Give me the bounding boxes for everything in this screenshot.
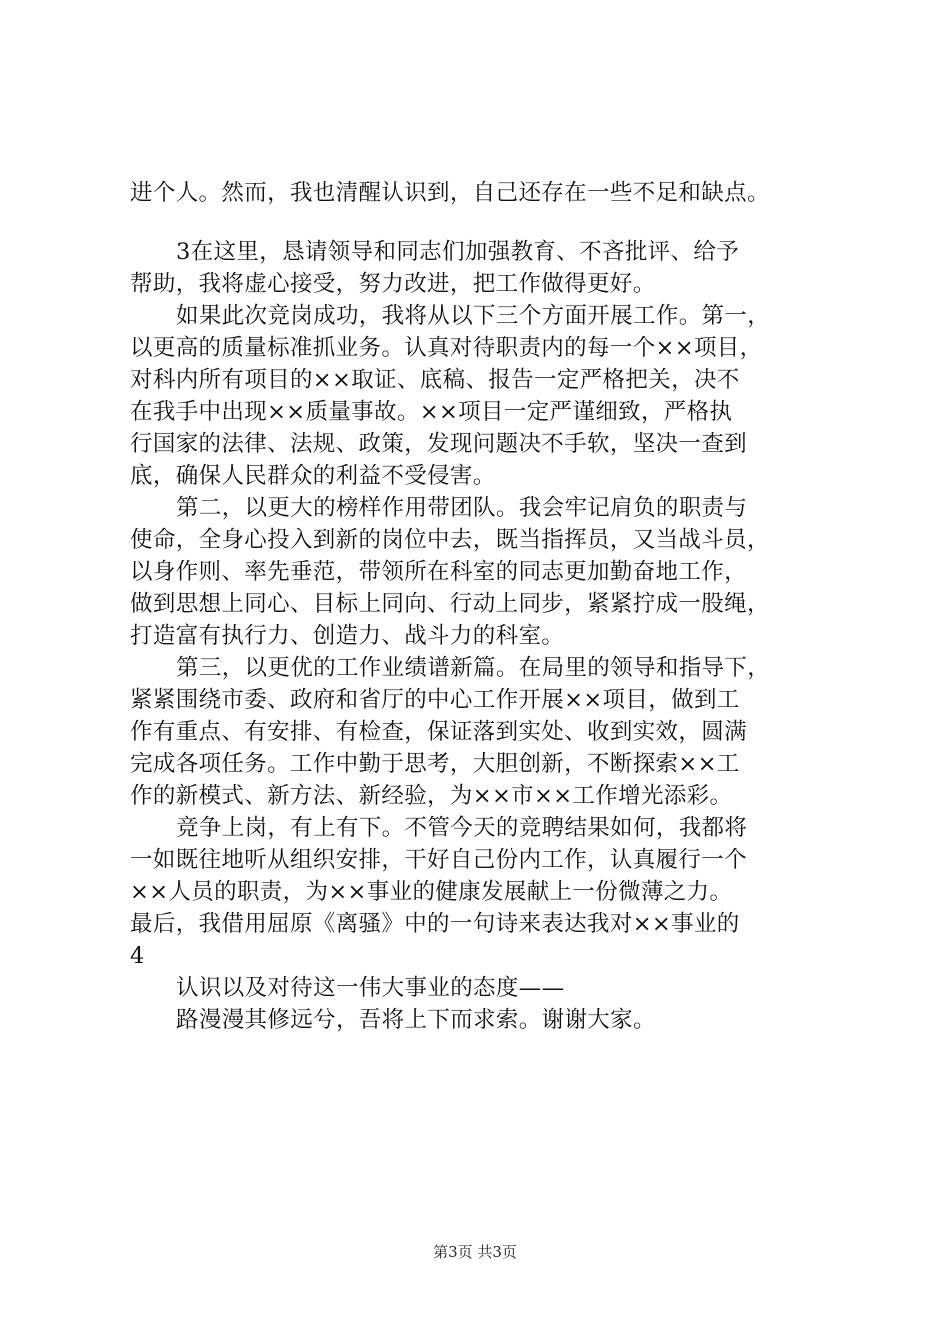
- paragraph-line: 认识以及对待这一伟大事业的态度——: [176, 975, 565, 1001]
- paragraph-line: 如果此次竞岗成功，我将从以下三个方面开展工作。第一，: [176, 303, 771, 329]
- paragraph-line: 最后，我借用屈原《离骚》中的一句诗来表达我对××事业的: [130, 911, 740, 937]
- paragraph-line: 以更高的质量标准抓业务。认真对待职责内的每一个××项目，: [130, 335, 763, 361]
- page-footer: 第3页 共3页: [433, 1243, 517, 1261]
- paragraph-line: 对科内所有项目的××取证、底稿、报告一定严格把关，决不: [130, 367, 740, 393]
- paragraph-line: 进个人。然而，我也清醒认识到，自己还存在一些不足和缺点。: [130, 180, 770, 206]
- paragraph-line: 在我手中出现××质量事故。××项目一定严谨细致，严格执: [130, 399, 733, 425]
- paragraph-line: 第三，以更优的工作业绩谱新篇。在局里的领导和指导下，: [176, 655, 771, 681]
- paragraph-line: 以身作则、率先垂范，带领所在科室的同志更加勤奋地工作，: [130, 559, 747, 585]
- paragraph-line: 底，确保人民群众的利益不受侵害。: [130, 463, 496, 489]
- paragraph-line: 打造富有执行力、创造力、战斗力的科室。: [130, 623, 565, 649]
- paragraph-line: 作的新模式、新方法、新经验，为××市××工作增光添彩。: [130, 783, 733, 809]
- paragraph-line: ××人员的职责，为××事业的健康发展献上一份微薄之力。: [130, 879, 733, 905]
- paragraph-line: 完成各项任务。工作中勤于思考，大胆创新，不断探索××工: [130, 751, 740, 777]
- page-marker: 4: [130, 943, 145, 969]
- paragraph-line: 作有重点、有安排、有检查，保证落到实处、收到实效，圆满: [130, 719, 747, 745]
- paragraph-line: 行国家的法律、法规、政策，发现问题决不手软，坚决一查到: [130, 431, 747, 457]
- paragraph-line: 竞争上岗，有上有下。不管今天的竞聘结果如何，我都将: [176, 815, 748, 841]
- paragraph-line: 路漫漫其修远兮，吾将上下而求索。谢谢大家。: [176, 1007, 656, 1033]
- paragraph-line: 使命，全身心投入到新的岗位中去，既当指挥员，又当战斗员，: [130, 527, 770, 553]
- paragraph-line: 做到思想上同心、目标上同向、行动上同步，紧紧拧成一股绳，: [130, 591, 770, 617]
- paragraph-line: 紧紧围绕市委、政府和省厅的中心工作开展××项目，做到工: [130, 687, 740, 713]
- paragraph-line: 3在这里，恳请领导和同志们加强教育、不吝批评、给予: [176, 239, 740, 265]
- text-block-top: [130, 177, 850, 209]
- paragraph-line: 帮助，我将虚心接受，努力改进，把工作做得更好。: [130, 271, 656, 297]
- paragraph-line: 一如既往地听从组织安排，干好自己份内工作，认真履行一个: [130, 847, 747, 873]
- text-block-main: [130, 236, 850, 1036]
- paragraph-line: 第二，以更大的榜样作用带团队。我会牢记肩负的职责与: [176, 495, 748, 521]
